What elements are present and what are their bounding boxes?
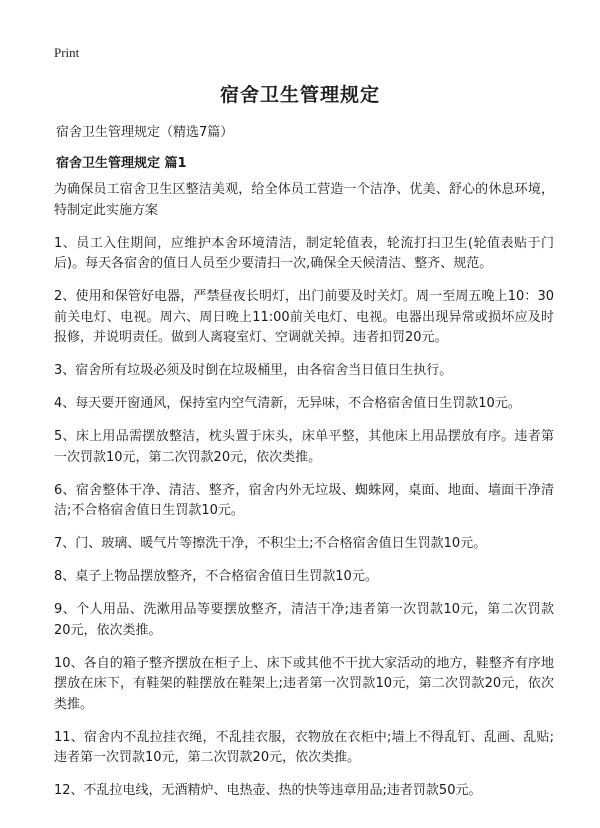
rule-paragraph-3: 3、宿舍所有垃圾必须及时倒在垃圾桶里，由各宿舍当日值日生执行。	[54, 363, 453, 378]
intro-paragraph: 为确保员工宿舍卫生区整洁美观，给全体员工营造一个洁净、优美、舒心的休息环境，特制定此实施方案	[54, 182, 554, 218]
rule-paragraph-1: 1、员工入住期间，应维护本舍环境清洁，制定轮值表，轮流打扫卫生(轮值表贴于门后)。每天各宿舍的值日人员至少要清扫一次,确保全天候清洁、整齐、规范。	[54, 235, 554, 271]
rule-paragraph-7: 7、门、玻璃、暖气片等擦洗干净，不积尘土;不合格宿舍值日生罚款10元。	[54, 536, 487, 551]
rule-paragraph-8: 8、桌子上物品摆放整齐，不合格宿舍值日生罚款10元。	[54, 569, 378, 584]
rule-paragraph-6: 6、宿舍整体干净、清洁、整齐，宿舍内外无垃圾、蜘蛛网，桌面、地面、墙面干净清洁;不合格宿舍值日生罚款10元。	[54, 482, 554, 518]
print-link[interactable]: Print	[54, 45, 80, 60]
section-heading: 宿舍卫生管理规定 篇1	[56, 156, 187, 171]
rule-paragraph-2: 2、使用和保管好电器，严禁昼夜长明灯，出门前要及时关灯。周一至周五晚上10：30前关电灯、电视。周六、周日晚上11:00前关电灯、电视。电器出现异常或损坏应及时报修，并说明责任。做到人离寝室灯、空调就关掉。违者扣罚20元。	[54, 289, 554, 345]
rule-paragraph-4: 4、每天要开窗通风，保持室内空气清新，无异味，不合格宿舍值日生罚款10元。	[54, 396, 521, 411]
rule-paragraph-11: 11、宿舍内不乱拉挂衣绳，不乱挂衣服，衣物放在衣柜中;墙上不得乱钉、乱画、乱贴;违者第一次罚款10元，第二次罚款20元，依次类推。	[54, 729, 554, 765]
page-title: 宿舍卫生管理规定	[219, 84, 380, 106]
document-body	[54, 180, 554, 814]
document-subtitle: 宿舍卫生管理规定（精选7篇）	[56, 125, 234, 140]
rule-paragraph-10: 10、各自的箱子整齐摆放在柜子上、床下或其他不干扰大家活动的地方，鞋整齐有序地摆放在床下，有鞋架的鞋摆放在鞋架上;违者第一次罚款10元，第二次罚款20元，依次类推。	[54, 655, 554, 712]
rule-paragraph-9: 9、个人用品、洗漱用品等要摆放整齐，清洁干净;违者第一次罚款10元，第二次罚款20元，依次类推。	[54, 602, 554, 638]
rule-paragraph-12: 12、不乱拉电线，无酒精炉、电热壶、热的快等违章用品;违者罚款50元。	[54, 783, 482, 798]
rule-paragraph-5: 5、床上用品需摆放整洁，枕头置于床头，床单平整，其他床上用品摆放有序。违者第一次罚款10元，第二次罚款20元，依次类推。	[54, 429, 554, 465]
